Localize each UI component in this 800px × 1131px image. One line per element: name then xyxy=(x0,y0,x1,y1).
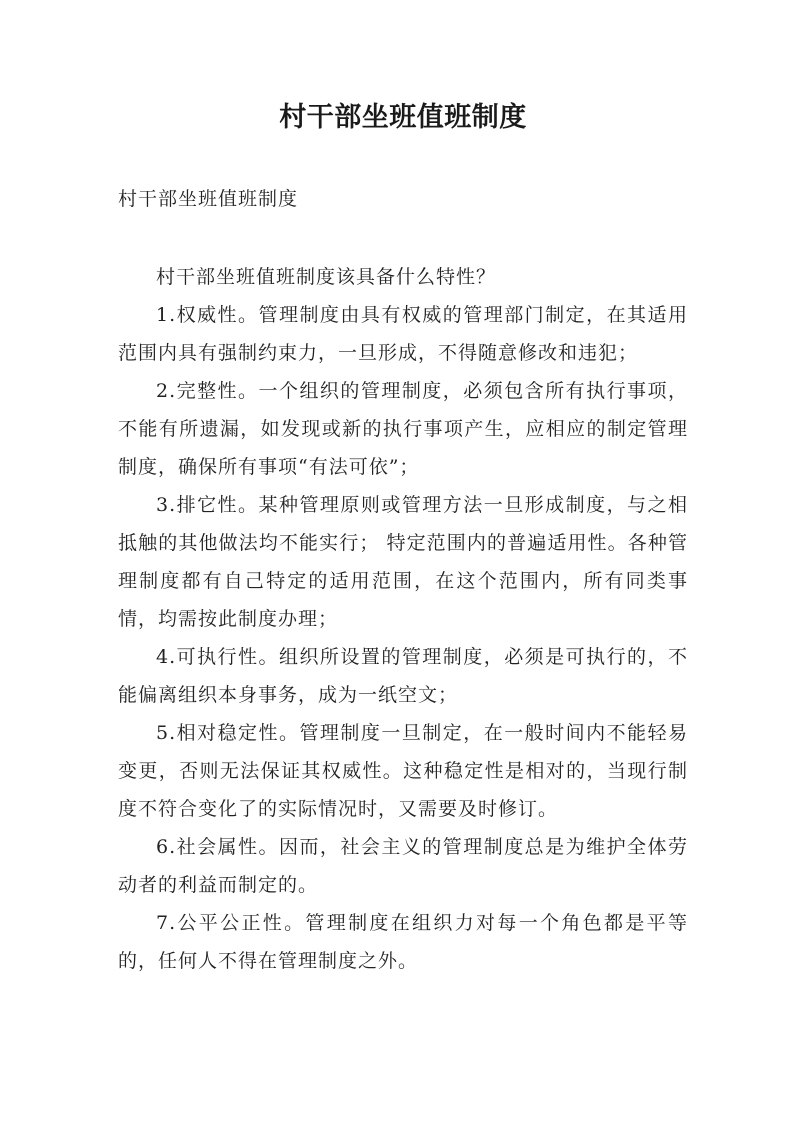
paragraph-authority: 1.权威性。管理制度由具有权威的管理部门制定，在其适用范围内具有强制约束力，一旦形成，不得随意修改和违犯； xyxy=(118,304,688,364)
paragraph-completeness: 2.完整性。一个组织的管理制度，必须包含所有执行事项，不能有所遗漏，如发现或新的执行事项产生，应相应的制定管理制度，确保所有事项“有法可依”； xyxy=(118,380,688,478)
paragraph-exclusivity: 3.排它性。某种管理原则或管理方法一旦形成制度，与之相抵触的其他做法均不能实行； 特定范围内的普遍适用性。各种管理制度都有自己特定的适用范围，在这个范围内，所有同类事情，均需按此制度办理； xyxy=(118,494,688,630)
paragraph-executability: 4.可执行性。组织所设置的管理制度，必须是可执行的，不能偏离组织本身事务，成为一纸空文； xyxy=(118,646,688,706)
document-subtitle: 村干部坐班值班制度 xyxy=(118,188,299,210)
paragraph-stability: 5.相对稳定性。管理制度一旦制定，在一般时间内不能轻易变更，否则无法保证其权威性。这种稳定性是相对的，当现行制度不符合变化了的实际情况时，又需要及时修订。 xyxy=(118,722,688,820)
paragraph-fairness: 7.公平公正性。管理制度在组织力对每一个角色都是平等的，任何人不得在管理制度之外。 xyxy=(118,912,688,972)
document-title: 村干部坐班值班制度 xyxy=(279,102,527,133)
paragraph-question: 村干部坐班值班制度该具备什么特性？ xyxy=(156,266,497,288)
document-body xyxy=(118,214,688,980)
paragraph-social-attribute: 6.社会属性。因而，社会主义的管理制度总是为维护全体劳动者的利益而制定的。 xyxy=(118,836,688,896)
